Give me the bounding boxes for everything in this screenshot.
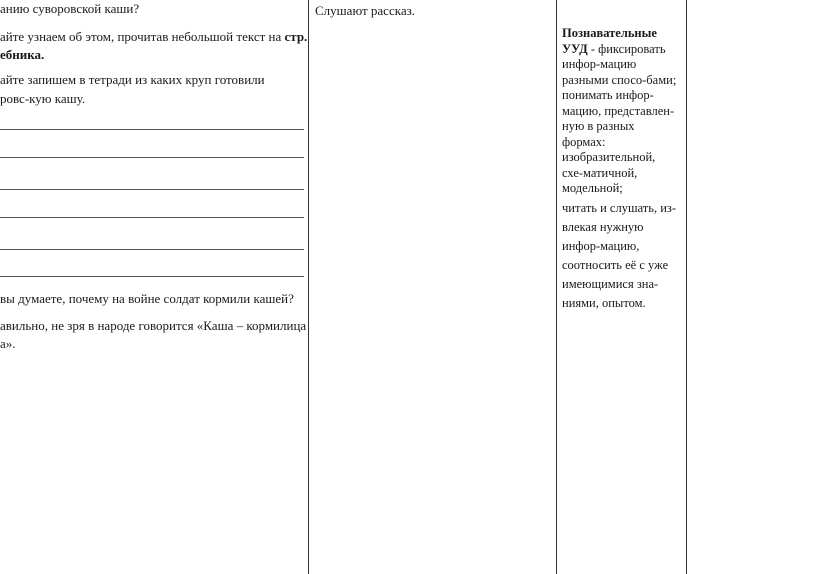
outcomes-line: инфор-мацию, — [562, 238, 640, 253]
writing-line — [0, 276, 304, 277]
column-divider-2 — [556, 0, 557, 574]
text-fragment: айте узнаем об этом, прочитав небольшой текст на — [0, 29, 285, 44]
text-line: а». — [0, 336, 16, 351]
text-line: авильно, не зря в народе говорится «Каша – кормилица — [0, 318, 307, 333]
outcomes-line: понимать инфор- — [562, 88, 654, 102]
student-activity-text: Слушают рассказ. — [315, 3, 415, 18]
outcomes-line: читать и слушать, из- — [562, 200, 677, 215]
text-line — [0, 47, 44, 63]
heading-text: Познавательные — [562, 26, 657, 40]
outcomes-line: ную в разных — [562, 119, 635, 133]
column-divider-3 — [686, 0, 687, 574]
text-line: вы думаете, почему на войне солдат кормили кашей? — [0, 291, 294, 306]
learning-outcomes-column — [562, 26, 684, 313]
text-line: анию суворовской каши? — [0, 1, 140, 16]
outcomes-line: разными спосо-бами; — [562, 72, 677, 87]
writing-line — [0, 249, 304, 250]
outcomes-line: формах: — [562, 134, 606, 149]
outcomes-line — [562, 42, 684, 58]
outcomes-heading — [562, 26, 684, 42]
outcomes-line: изобразительной, — [562, 150, 656, 164]
writing-line — [0, 217, 304, 218]
outcomes-line: мацию, представлен- — [562, 103, 675, 118]
writing-line — [0, 157, 304, 158]
text-line — [0, 29, 307, 45]
outcomes-line: ниями, опытом. — [562, 295, 646, 310]
outcomes-line: инфор-мацию — [562, 57, 637, 71]
textbook-reference: ебника. — [0, 47, 45, 62]
writing-line — [0, 129, 304, 130]
page-reference: стр. — [284, 29, 308, 44]
text-line: айте запишем в тетради из каких круп готовили — [0, 72, 265, 87]
writing-line — [0, 189, 304, 190]
text-line: ровс-кую кашу. — [0, 91, 86, 106]
outcomes-line: схе-матичной, — [562, 165, 638, 180]
heading-abbrev: УУД — [562, 41, 588, 56]
outcomes-line: соотносить её с уже — [562, 257, 669, 272]
column-divider-1 — [308, 0, 309, 574]
outcome-text: - фиксировать — [587, 41, 666, 56]
outcomes-line: имеющимися зна- — [562, 276, 659, 291]
outcomes-line: модельной; — [562, 181, 623, 195]
outcomes-line: влекая нужную — [562, 219, 644, 234]
